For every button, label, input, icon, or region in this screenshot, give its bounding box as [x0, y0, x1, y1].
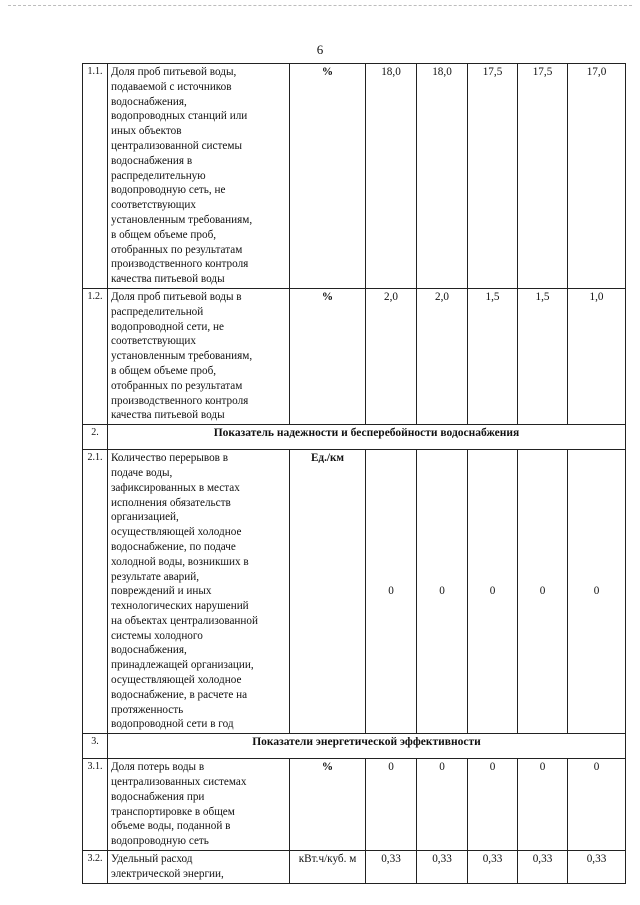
- indicator-description: [108, 759, 290, 851]
- description-line: установленным требованиям,: [111, 350, 253, 363]
- description-line: системы холодного: [111, 629, 203, 642]
- description-line: распределительной: [111, 305, 204, 318]
- row-number: 1.2.: [83, 288, 108, 424]
- indicator-value: 17,5: [518, 64, 568, 289]
- indicator-value: 0,33: [468, 851, 518, 884]
- page-number: 6: [316, 42, 324, 57]
- description-line: в общем объеме проб,: [111, 364, 217, 377]
- indicator-value: 0: [366, 759, 417, 851]
- indicator-value: 1,5: [468, 288, 518, 424]
- description-line: качества питьевой воды: [111, 273, 225, 286]
- description-line: осуществляющей холодное: [111, 674, 242, 687]
- description-line: повреждений и иных: [111, 585, 212, 598]
- description-line: водоснабжения,: [111, 644, 187, 657]
- row-number: 3.: [83, 734, 108, 759]
- unit-of-measure: кВт.ч/куб. м: [290, 851, 366, 884]
- description-line: подаваемой с источников: [111, 80, 232, 93]
- description-line: организацией,: [111, 511, 179, 524]
- description-line: осуществляющей холодное: [111, 526, 242, 539]
- description-line: соответствующих: [111, 335, 197, 348]
- indicator-value: 0: [366, 450, 417, 734]
- indicator-value: 2,0: [366, 288, 417, 424]
- indicator-value: 0: [417, 759, 468, 851]
- table-row: [83, 759, 626, 851]
- indicator-description: [108, 450, 290, 734]
- unit-of-measure: Ед./км: [290, 450, 366, 734]
- row-number: 3.2.: [83, 851, 108, 884]
- description-line: транспортировке в общем: [111, 805, 235, 818]
- table-row: [83, 450, 626, 734]
- section-row: [83, 425, 626, 450]
- description-line: водоснабжения,: [111, 95, 187, 108]
- unit-of-measure: %: [290, 288, 366, 424]
- description-line: в общем объеме проб,: [111, 228, 217, 241]
- indicator-value: 1,5: [518, 288, 568, 424]
- description-line: водоснабжение, по подаче: [111, 540, 236, 553]
- description-line: результате аварий,: [111, 570, 200, 583]
- row-number: 2.: [83, 425, 108, 450]
- row-number: 1.1.: [83, 64, 108, 289]
- description-line: на объектах централизованной: [111, 614, 258, 627]
- indicator-value: 18,0: [417, 64, 468, 289]
- description-line: соответствующих: [111, 199, 197, 212]
- description-line: отобранных по результатам: [111, 243, 243, 256]
- description-line: водопроводной сети, не: [111, 320, 224, 333]
- table-row: [83, 288, 626, 424]
- description-line: водопроводных станций или: [111, 110, 248, 123]
- indicator-value: 0: [568, 759, 626, 851]
- description-line: подаче воды,: [111, 466, 173, 479]
- description-line: холодной воды, возникших в: [111, 555, 249, 568]
- indicator-value: 17,0: [568, 64, 626, 289]
- unit-of-measure: %: [290, 759, 366, 851]
- row-number: 3.1.: [83, 759, 108, 851]
- description-line: Доля потерь воды в: [111, 761, 205, 774]
- description-line: водоснабжение, в расчете на: [111, 688, 248, 701]
- indicator-value: 0,33: [366, 851, 417, 884]
- description-line: исполнения обязательств: [111, 496, 231, 509]
- description-line: иных объектов: [111, 125, 182, 138]
- indicator-description: [108, 851, 290, 884]
- description-line: водоснабжения при: [111, 790, 205, 803]
- description-line: установленным требованиям,: [111, 213, 253, 226]
- section-title: Показатель надежности и бесперебойности водоснабжения: [108, 425, 626, 450]
- indicator-value: 0,33: [518, 851, 568, 884]
- description-line: производственного контроля: [111, 394, 249, 407]
- indicator-value: 1,0: [568, 288, 626, 424]
- description-line: водопроводную сеть: [111, 835, 209, 848]
- indicator-value: 2,0: [417, 288, 468, 424]
- indicator-value: 0: [468, 450, 518, 734]
- description-line: Доля проб питьевой воды в: [111, 290, 242, 303]
- table-row: [83, 851, 626, 884]
- section-title: Показатели энергетической эффективности: [108, 734, 626, 759]
- description-line: Доля проб питьевой воды,: [111, 66, 237, 78]
- description-line: Количество перерывов в: [111, 452, 229, 465]
- description-line: водопроводной сети в год: [111, 718, 234, 731]
- indicator-value: 0: [518, 759, 568, 851]
- indicator-value: 0: [568, 450, 626, 734]
- description-line: водоснабжения в: [111, 154, 193, 167]
- indicator-value: 0,33: [417, 851, 468, 884]
- indicator-value: 17,5: [468, 64, 518, 289]
- description-line: электрической энергии,: [111, 867, 224, 880]
- description-line: объеме воды, поданной в: [111, 820, 231, 833]
- description-line: отобранных по результатам: [111, 379, 243, 392]
- unit-of-measure: %: [290, 64, 366, 289]
- section-row: [83, 734, 626, 759]
- description-line: производственного контроля: [111, 258, 249, 271]
- indicators-table: [82, 63, 626, 884]
- indicator-description: [108, 64, 290, 289]
- table-row: [83, 64, 626, 289]
- description-line: протяженность: [111, 703, 184, 716]
- description-line: технологических нарушений: [111, 600, 249, 613]
- description-line: зафиксированных в местах: [111, 481, 240, 494]
- description-line: централизованных системах: [111, 776, 247, 789]
- description-line: распределительную: [111, 169, 206, 182]
- indicator-value: 0,33: [568, 851, 626, 884]
- indicator-description: [108, 288, 290, 424]
- page-top-border: [8, 5, 632, 6]
- indicator-value: 0: [417, 450, 468, 734]
- description-line: Удельный расход: [111, 853, 193, 866]
- description-line: принадлежащей организации,: [111, 659, 254, 672]
- description-line: водопроводную сеть, не: [111, 184, 226, 197]
- indicator-value: 0: [468, 759, 518, 851]
- indicator-value: 0: [518, 450, 568, 734]
- description-line: качества питьевой воды: [111, 409, 225, 422]
- description-line: централизованной системы: [111, 139, 242, 152]
- row-number: 2.1.: [83, 450, 108, 734]
- indicator-value: 18,0: [366, 64, 417, 289]
